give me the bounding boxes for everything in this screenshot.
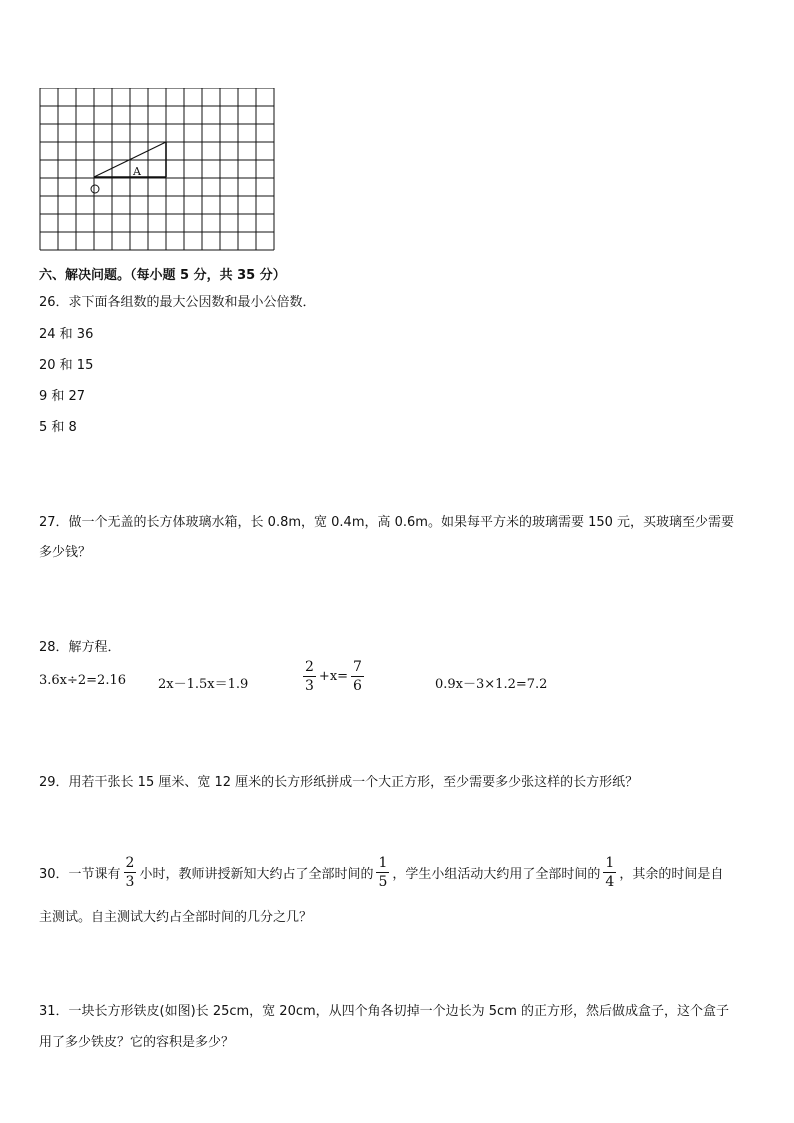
- question-31-line-2: 用了多少铁皮？它的容积是多少？: [39, 1035, 235, 1050]
- eq3-frac1-denominator: 3: [305, 678, 314, 694]
- q30-f2-denominator: 5: [378, 874, 388, 890]
- q30-f3-numerator: 1: [605, 855, 615, 871]
- question-26: 26．求下面各组数的最大公因数和最小公倍数．: [39, 295, 316, 310]
- q30-part-1: 30．一节课有: [39, 867, 121, 882]
- q30-fraction-2: [376, 856, 389, 889]
- equation-2: 2x－1.5x＝1.9: [158, 677, 249, 692]
- question-29: 29．用若干张长 15 厘米、宽 12 厘米的长方形纸拼成一个大正方形，至少需要多少张这样的长方形纸？: [39, 775, 639, 790]
- q26-pair-1: 24 和 36: [39, 327, 94, 342]
- eq3-frac2-numerator: 7: [353, 659, 362, 675]
- question-30-line-2: 主测试。自主测试大约占全部时间的几分之几？: [39, 910, 313, 925]
- q26-pair-4: 5 和 8: [39, 420, 77, 435]
- origin-point-circle: [91, 185, 99, 193]
- grid-lines: [40, 88, 274, 250]
- eq3-fraction-1: [303, 660, 316, 693]
- q30-fraction-3: [603, 856, 616, 889]
- question-30-line-1: [39, 856, 723, 889]
- eq3-middle: +x=: [318, 669, 349, 684]
- q26-pair-3: 9 和 27: [39, 389, 86, 404]
- q26-pair-2: 20 和 15: [39, 358, 94, 373]
- grid-figure: [39, 88, 277, 252]
- q30-f2-numerator: 1: [378, 855, 388, 871]
- section-heading: 六、解决问题。（每小题 5 分，共 35 分）: [39, 268, 286, 283]
- q30-part-4: ，其余的时间是自: [619, 867, 724, 882]
- question-27-line-1: 27．做一个无盖的长方体玻璃水箱，长 0.8m，宽 0.4m，高 0.6m。如果每平方米的玻璃需要 150 元，买玻璃至少需要: [39, 515, 735, 530]
- q30-f1-denominator: 3: [125, 874, 135, 890]
- q30-part-3: ，学生小组活动大约用了全部时间的: [392, 867, 601, 882]
- q30-f1-numerator: 2: [125, 855, 135, 871]
- eq3-frac1-numerator: 2: [305, 659, 314, 675]
- equation-1: 3.6x÷2=2.16: [39, 673, 127, 688]
- q30-fraction-1: [124, 856, 137, 889]
- question-28: 28．解方程．: [39, 640, 121, 655]
- question-31-line-1: 31．一块长方形铁皮(如图)长 25cm，宽 20cm，从四个角各切掉一个边长为 5cm 的正方形，然后做成盒子，这个盒子: [39, 1004, 730, 1019]
- equation-3: [300, 660, 367, 693]
- q30-part-2: 小时，教师讲授新知大约占了全部时间的: [139, 867, 374, 882]
- eq3-frac2-denominator: 6: [353, 678, 362, 694]
- q30-f3-denominator: 4: [605, 874, 615, 890]
- question-27-line-2: 多少钱？: [39, 545, 92, 560]
- equation-4: 0.9x－3×1.2=7.2: [435, 677, 548, 692]
- triangle-label-a: A: [133, 165, 141, 178]
- eq3-fraction-2: [351, 660, 364, 693]
